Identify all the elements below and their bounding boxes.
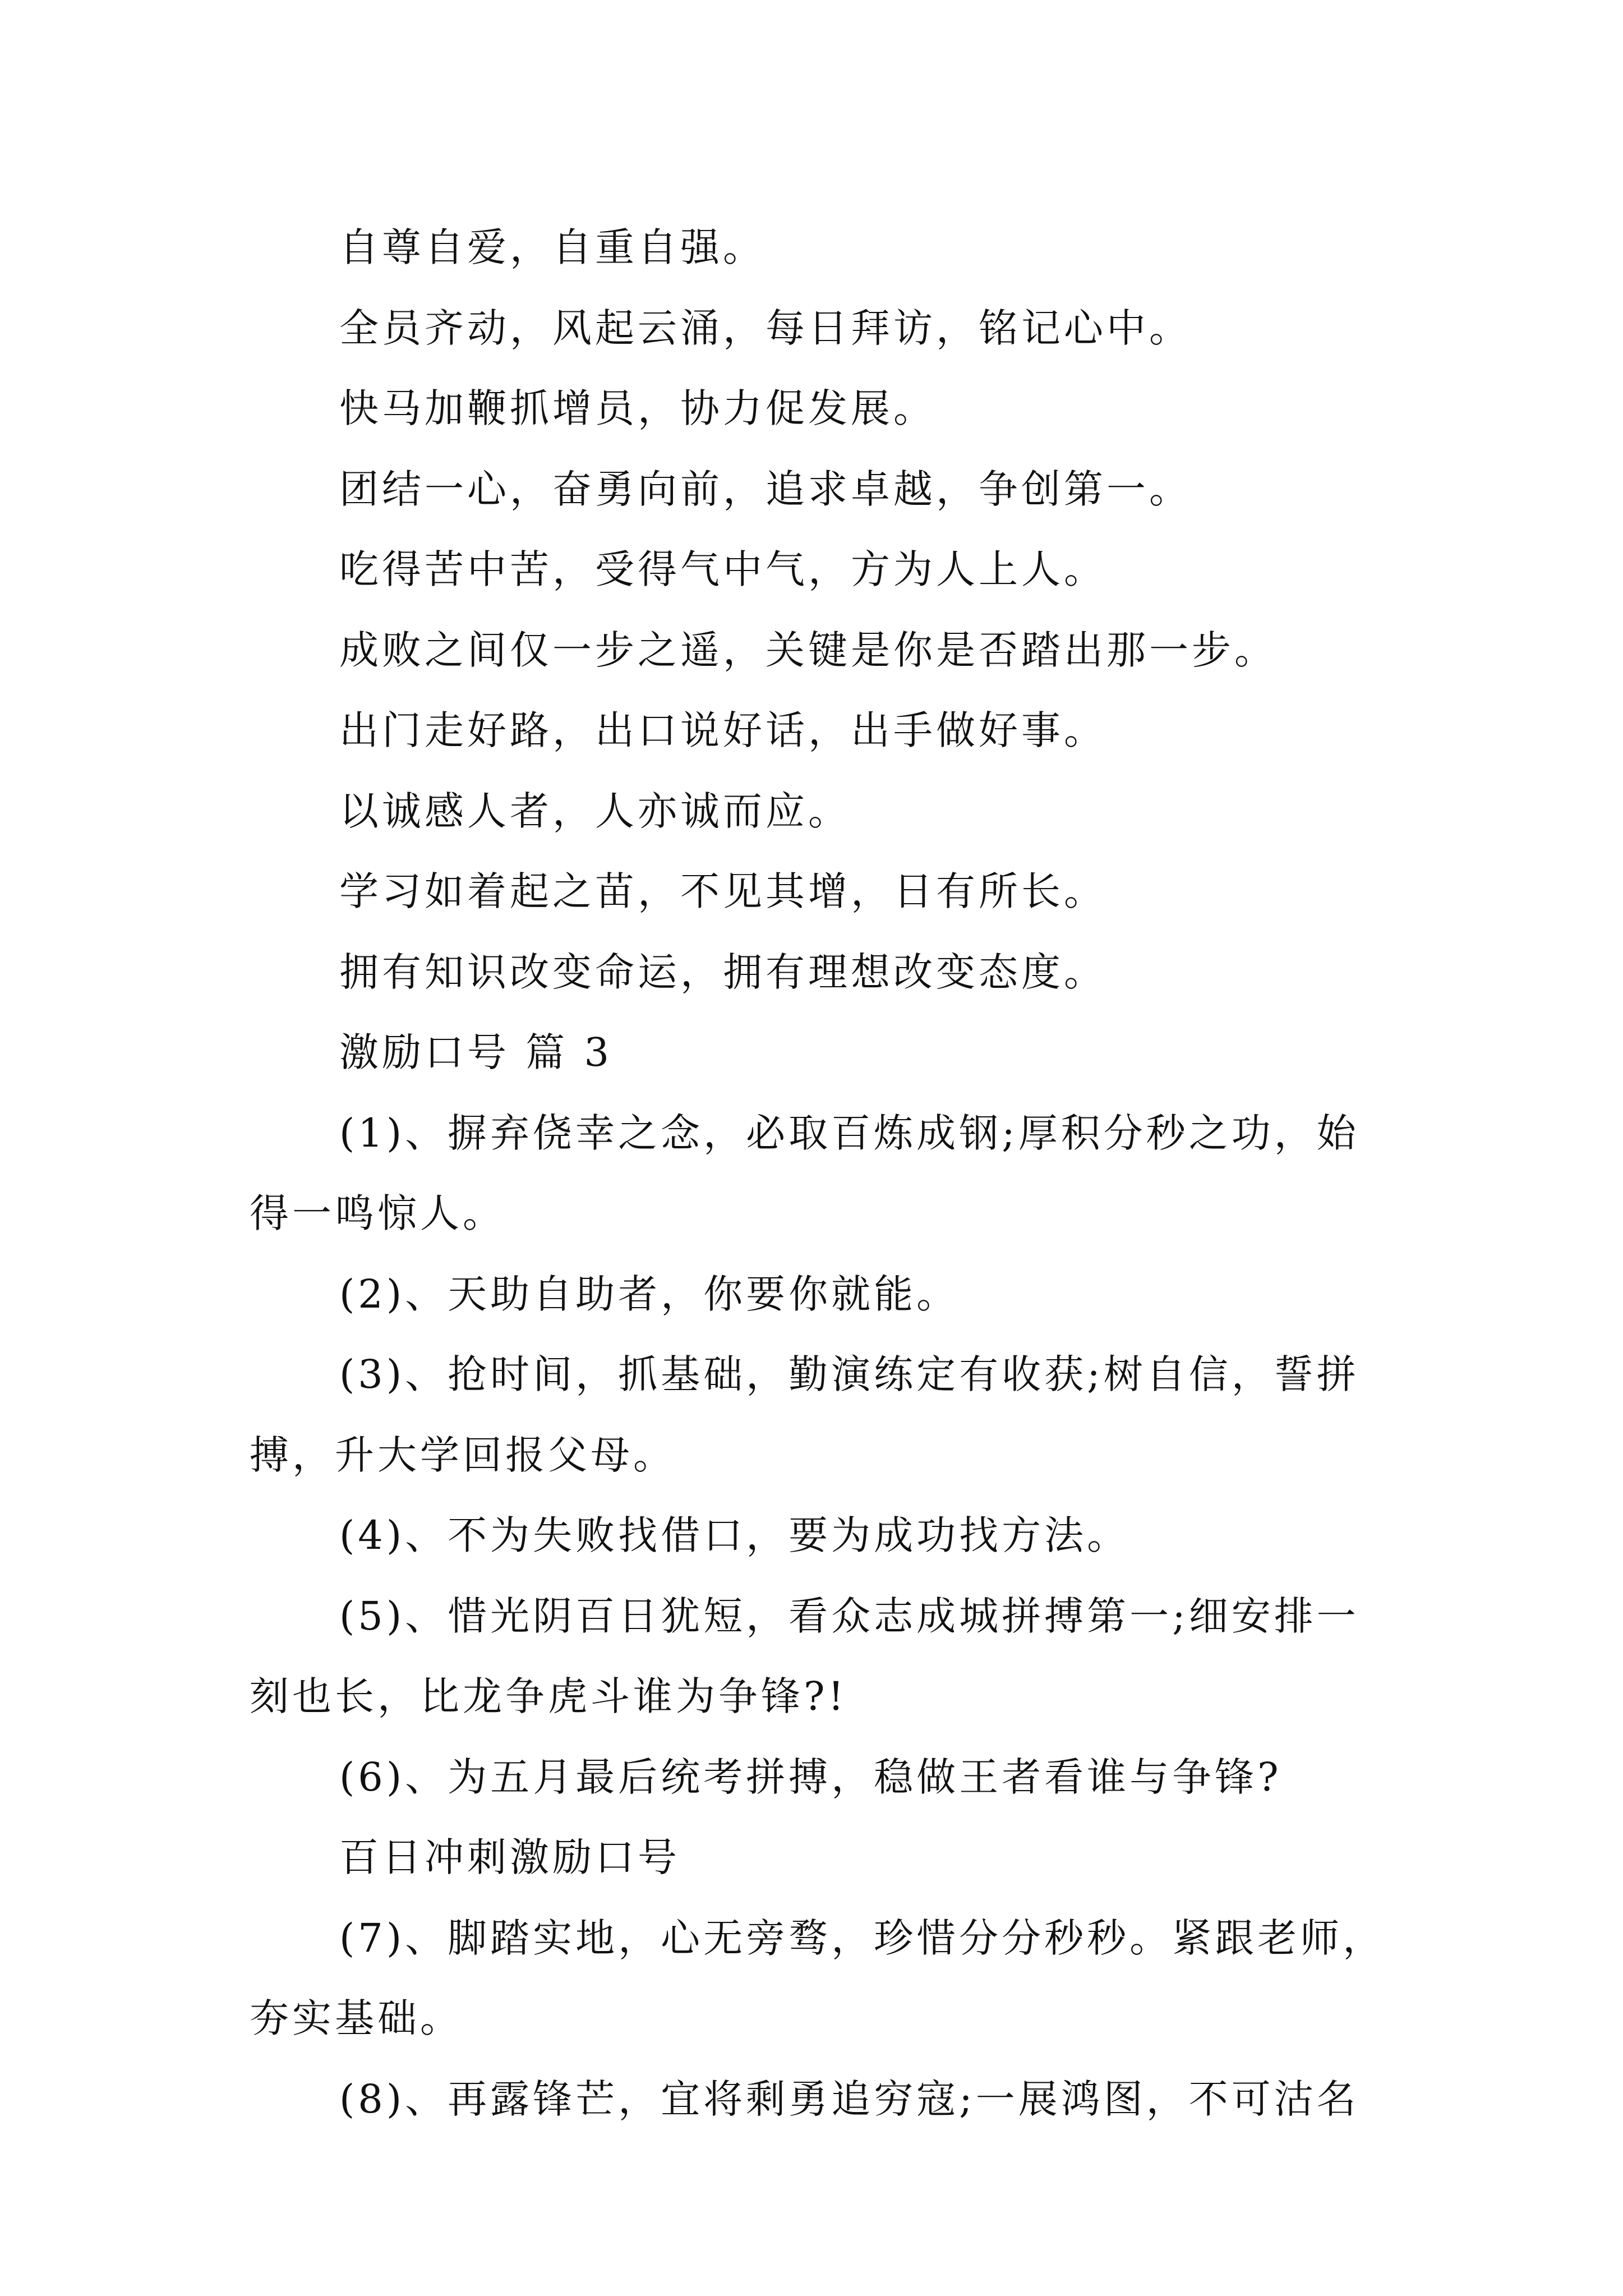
text-line: (3)、抢时间，抓基础，勤演练定有收获;树自信，誓拼 [339,1351,1359,1397]
text-line: (6)、为五月最后统考拼搏，稳做王者看谁与争锋? [339,1754,1282,1800]
text-line: 吃得苦中苦，受得气中气，方为人上人。 [339,546,1106,592]
text-line: 成败之间仅一步之遥，关键是你是否踏出那一步。 [339,627,1277,673]
text-line: (5)、惜光阴百日犹短，看众志成城拼搏第一;细安排一 [339,1593,1359,1639]
section-heading: 激励口号 篇 3 [339,1029,613,1075]
text-line-continuation: 搏，升大学回报父母。 [250,1432,676,1478]
text-line: (7)、脚踏实地，心无旁骛，珍惜分分秒秒。紧跟老师， [339,1915,1386,1961]
text-line: (2)、天助自助者，你要你就能。 [339,1271,960,1317]
text-line: (4)、不为失败找借口，要为成功找方法。 [339,1512,1130,1558]
text-line-continuation: 夯实基础。 [250,1995,463,2041]
text-line: 全员齐动，风起云涌，每日拜访，铭记心中。 [339,305,1192,351]
text-line: 学习如着起之苗，不见其增，日有所长。 [339,868,1106,914]
text-line: 以诚感人者，人亦诚而应。 [339,788,851,834]
text-line: (1)、摒弃侥幸之念，必取百炼成钢;厚积分秒之功，始 [339,1110,1359,1156]
text-line-continuation: 得一鸣惊人。 [250,1190,505,1236]
subsection-heading: 百日冲刺激励口号 [339,1834,680,1880]
text-line: 出门走好路，出口说好话，出手做好事。 [339,707,1106,753]
text-line: (8)、再露锋芒，宜将剩勇追穷寇;一展鸿图，不可沽名 [339,2076,1359,2122]
text-line: 自尊自爱，自重自强。 [339,224,766,270]
text-line: 拥有知识改变命运，拥有理想改变态度。 [339,949,1106,995]
text-line: 快马加鞭抓增员，协力促发展。 [339,385,936,431]
document-body [250,208,1394,2139]
text-line: 团结一心，奋勇向前，追求卓越，争创第一。 [339,466,1192,512]
text-line-continuation: 刻也长，比龙争虎斗谁为争锋?! [250,1673,847,1719]
